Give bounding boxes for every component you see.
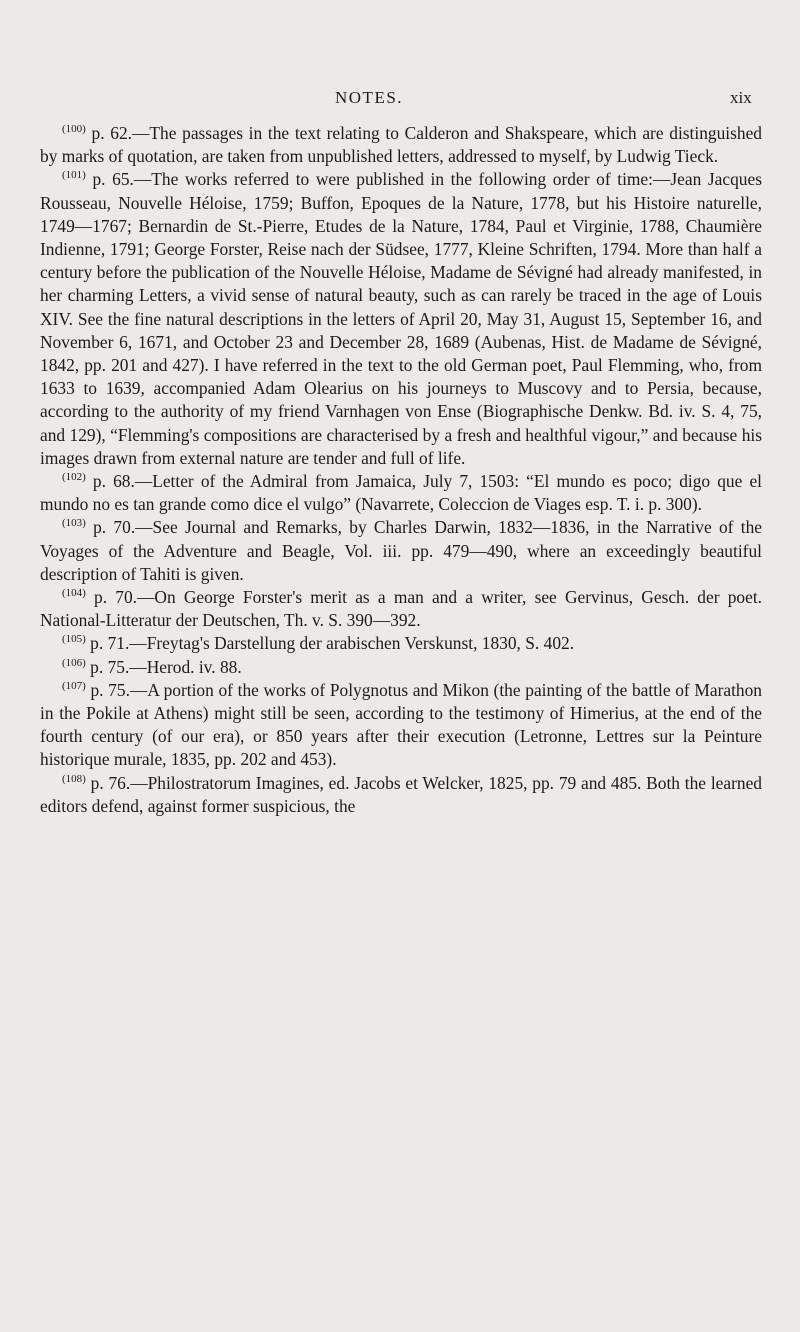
note-text: p. 76.—Philostratorum Imagines, ed. Jacobs et Welcker, 1825, pp. 79 and 485. Both the learned editors defend, against former suspicious, the: [40, 772, 762, 816]
note-105: [40, 632, 762, 655]
note-ref: (108): [62, 772, 86, 785]
note-102: [40, 470, 762, 516]
note-ref: (103): [62, 517, 86, 530]
note-ref: (100): [62, 123, 86, 136]
note-ref: (101): [62, 169, 86, 182]
note-ref: (102): [62, 471, 86, 484]
running-head: [0, 88, 800, 112]
note-text: p. 75.—A portion of the works of Polygnotus and Mikon (the painting of the battle of Marathon in the Pokile at Athens) might still be seen, according to the testimony of Himerius, at the end of the fourth century (of our era), or 850 years after their execution (Letronne, Lettres sur la Peinture historique murale, 1835, pp. 202 and 453).: [40, 679, 762, 770]
note-text: p. 75.—Herod. iv. 88.: [85, 656, 242, 677]
note-ref: (106): [62, 656, 86, 669]
note-106: [40, 656, 762, 679]
note-text: p. 71.—Freytag's Darstellung der arabischen Verskunst, 1830, S. 402.: [85, 633, 575, 654]
notes-body: [40, 122, 762, 818]
note-108: [40, 772, 762, 818]
note-text: p. 70.—On George Forster's merit as a man and a writer, see Gervinus, Gesch. der poet. National-Litteratur der Deutschen, Th. v. S. 390—392.: [40, 587, 762, 631]
note-100: [40, 122, 762, 168]
note-text: p. 65.—The works referred to were published in the following order of time:—Jean Jacques Rousseau, Nouvelle Héloise, 1759; Buffon, Epoques de la Nature, 1778, but his Histoire naturelle, 1749—1767; Bernardin de St.-Pierre, Etudes de la Nature, 1784, Paul et Virginie, 1788, Chaumière Indienne, 1791; George Forster, Reise nach der Südsee, 1777, Kleine Schriften, 1794. More than half a century before the publication of the Nouvelle Héloise, Madame de Sévigné had already manifested, in her charming Letters, a vivid sense of natural beauty, such as can rarely be traced in the age of Louis XIV. See the fine natural descriptions in the letters of April 20, May 31, August 15, September 16, and November 6, 1671, and October 23 and December 28, 1689 (Aubenas, Hist. de Madame de Sévigné, 1842, pp. 201 and 427). I have referred in the text to the old German poet, Paul Flemming, who, from 1633 to 1639, accompanied Adam Olearius on his journeys to Muscovy and to Persia, because, according to the authority of my friend Varnhagen von Ense (Biographische Denkw. Bd. iv. S. 4, 75, and 129), “Flemming's compositions are characterised by a fresh and healthful vigour,” and because his images drawn from external nature are tender and full of life.: [40, 169, 762, 468]
note-text: p. 70.—See Journal and Remarks, by Charles Darwin, 1832—1836, in the Narrative of the Voyages of the Adventure and Beagle, Vol. iii. pp. 479—490, where an exceedingly beautiful description of Tahiti is given.: [40, 517, 762, 584]
note-text: p. 68.—Letter of the Admiral from Jamaica, July 7, 1503: “El mundo es poco; digo que el mundo no es tan grande como dice el vulgo” (Navarrete, Coleccion de Viages esp. T. i. p. 300).: [40, 471, 762, 515]
note-103: [40, 516, 762, 586]
note-104: [40, 586, 762, 632]
note-ref: (105): [62, 633, 86, 646]
page-number: xix: [730, 88, 752, 107]
note-107: [40, 679, 762, 772]
note-101: [40, 168, 762, 470]
note-ref: (107): [62, 680, 86, 693]
note-text: p. 62.—The passages in the text relating to Calderon and Shakspeare, which are distinguished by marks of quotation, are taken from unpublished letters, addressed to myself, by Ludwig Tieck.: [40, 123, 762, 167]
note-ref: (104): [62, 587, 86, 600]
running-title: NOTES.: [335, 88, 404, 107]
